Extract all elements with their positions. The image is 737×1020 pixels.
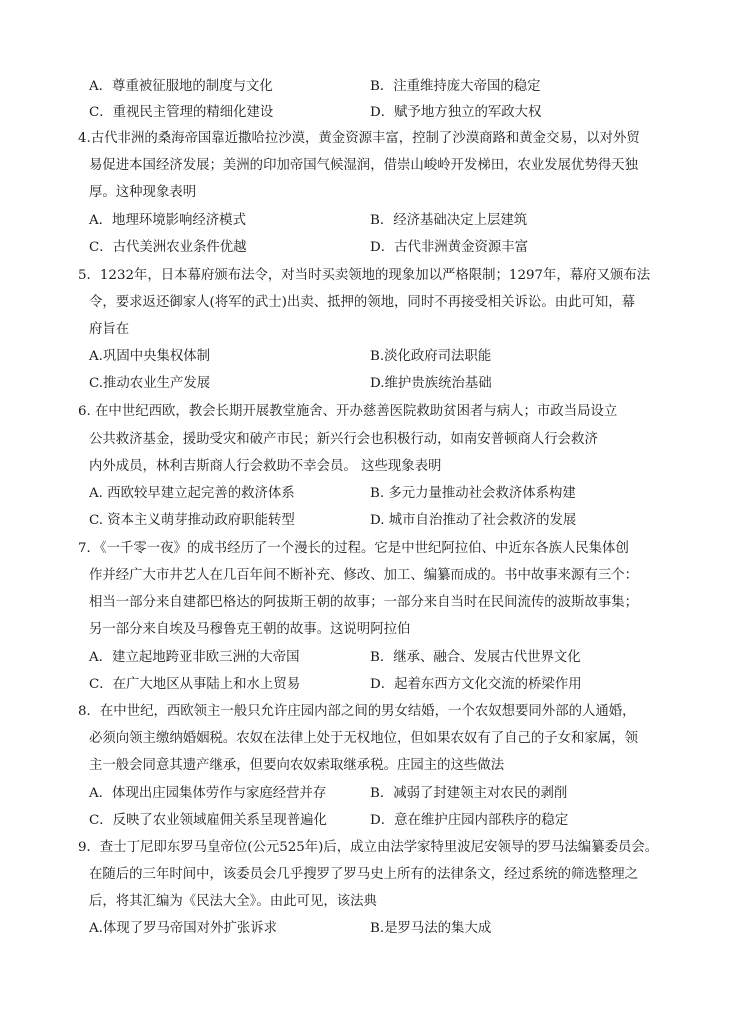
q4-option-c: C．古代美洲农业条件优越 [89, 240, 247, 255]
q9-stem-line-1: 9．查士丁尼即东罗马皇帝位(公元525年)后，成立由法学家特里波尼安领导的罗马法编纂委员会。 [78, 840, 659, 855]
q5-stem-line-2: 令，要求返还御家人(将军的武士)出卖、抵押的领地，同时不再接受相关诉讼。由此可知，幕 [89, 295, 636, 310]
q3-option-d: D．赋予地方独立的军政大权 [370, 105, 542, 120]
q6-stem-line-2: 公共救济基金，援助受灾和破产市民；新兴行会也积极行动，如南安普顿商人行会救济 [89, 432, 598, 447]
q9-option-b: B.是罗马法的集大成 [370, 921, 492, 936]
q9-stem-line-3: 后，将其汇编为《民法大全》。由此可见，该法典 [89, 894, 377, 909]
q4-stem-line-1: 4.古代非洲的桑海帝国靠近撒哈拉沙漠，黄金资源丰富，控制了沙漠商路和黄金交易，以对外贸 [78, 131, 640, 146]
q8-stem-line-1: 8．在中世纪，西欧领主一般只允许庄园内部之间的男女结婚，一个农奴想要同外部的人通婚， [78, 704, 636, 719]
q5-option-c: C.推动农业生产发展 [89, 376, 211, 391]
q9-stem-line-2: 在随后的三年时间中，该委员会几乎搜罗了罗马史上所有的法律条文，经过系统的筛选整理之 [89, 867, 639, 882]
q7-option-d: D．起着东西方文化交流的桥梁作用 [370, 677, 582, 692]
q6-option-c: C. 资本主义萌芽推动政府职能转型 [89, 513, 295, 528]
q4-option-d: D．古代非洲黄金资源丰富 [370, 240, 529, 255]
q5-stem-line-3: 府旨在 [89, 322, 130, 337]
q8-stem-line-2: 必须向领主缴纳婚姻税。农奴在法律上处于无权地位，但如果农奴有了自己的子女和家属，领 [89, 731, 639, 746]
q5-option-a: A.巩固中央集权体制 [89, 349, 211, 364]
q7-option-b: B．继承、融合、发展古代世界文化 [370, 650, 581, 665]
q5-option-d: D.维护贵族统治基础 [370, 376, 492, 391]
q5-stem-line-1: 5．1232年，日本幕府颁布法令，对当时买卖领地的现象加以严格限制；1297年，幕府又颁布法 [78, 268, 651, 283]
q8-option-a: A．体现出庄园集体劳作与家庭经营并存 [89, 786, 327, 801]
q3-option-c: C．重视民主管理的精细化建设 [89, 105, 274, 120]
q4-stem-line-3: 厚。这种现象表明 [89, 185, 197, 200]
q7-stem-line-2: 作并经广大市井艺人在几百年间不断补充、修改、加工、编纂而成的。书中故事来源有三个： [89, 568, 639, 583]
q3-option-a: A．尊重被征服地的制度与文化 [89, 79, 273, 94]
q7-stem-line-3: 相当一部分来自建都巴格达的阿拔斯王朝的故事；一部分来自当时在民间流传的波斯故事集； [89, 595, 639, 610]
q8-option-c: C．反映了农业领域雇佣关系呈现普遍化 [89, 813, 327, 828]
q6-option-d: D. 城市自治推动了社会救济的发展 [370, 513, 577, 528]
q4-option-a: A．地理环境影响经济模式 [89, 213, 246, 228]
q6-stem-line-3: 内外成员，林利吉斯商人行会救助不幸会员。 这些现象表明 [89, 459, 442, 474]
q7-option-a: A．建立起地跨亚非欧三洲的大帝国 [89, 650, 300, 665]
q6-stem-line-1: 6. 在中世纪西欧，教会长期开展教堂施舍、开办慈善医院救助贫困者与病人；市政当局设立 [78, 404, 618, 419]
q3-option-b: B．注重维持庞大帝国的稳定 [370, 79, 541, 94]
q7-option-c: C．在广大地区从事陆上和水上贸易 [89, 677, 301, 692]
q7-stem-line-1: 7．《一千零一夜》的成书经历了一个漫长的过程。它是中世纪阿拉伯、中近东各族人民集体创 [78, 541, 629, 556]
q8-option-b: B．减弱了封建领主对农民的剥削 [370, 786, 568, 801]
q6-option-a: A. 西欧较早建立起完善的救济体系 [89, 486, 295, 501]
q5-option-b: B.淡化政府司法职能 [370, 349, 492, 364]
q9-option-a: A.体现了罗马帝国对外扩张诉求 [89, 921, 278, 936]
q4-option-b: B．经济基础决定上层建筑 [370, 213, 528, 228]
q7-stem-line-4: 另一部分来自埃及马穆鲁克王朝的故事。这说明阿拉伯 [89, 622, 411, 637]
q8-option-d: D．意在维护庄园内部秩序的稳定 [370, 813, 569, 828]
q8-stem-line-3: 主一般会同意其遗产继承，但要向农奴索取继承税。庄园主的这些做法 [89, 758, 505, 773]
q6-option-b: B. 多元力量推动社会救济体系构建 [370, 486, 576, 501]
q4-stem-line-2: 易促进本国经济发展；美洲的印加帝国气候湿润，借崇山峻岭开发梯田，农业发展优势得天独 [89, 158, 639, 173]
